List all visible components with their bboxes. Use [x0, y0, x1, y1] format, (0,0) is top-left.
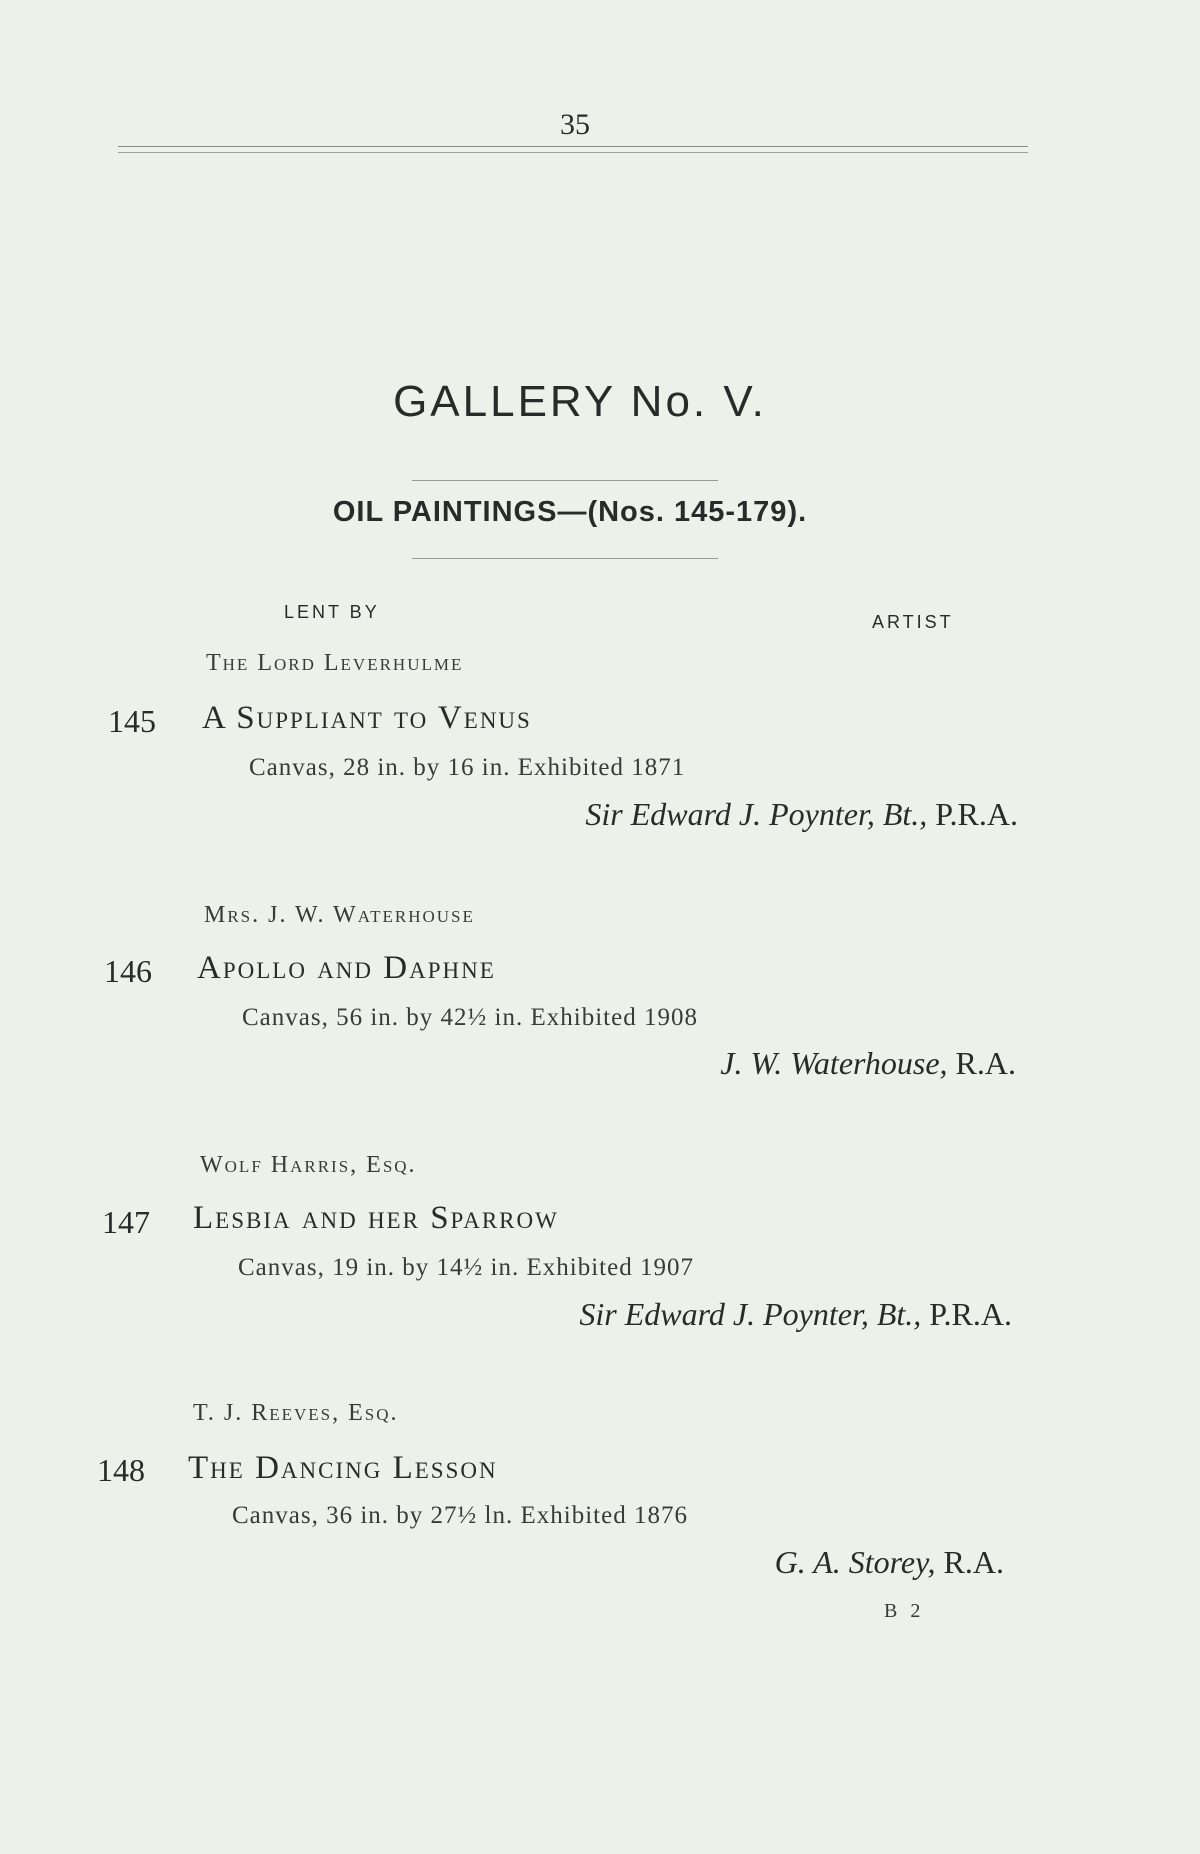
section-title: OIL PAINTINGS—(Nos. 145-179). [332, 496, 808, 528]
header-rule-bottom [118, 152, 1028, 153]
artist-heading: ARTIST [872, 612, 954, 632]
page-number: 35 [560, 108, 590, 141]
painting-details: Canvas, 36 in. by 27½ ln. Exhibited 1876 [232, 1502, 688, 1529]
artist-name: Sir Edward J. Poynter, Bt., [579, 1296, 922, 1332]
header-rule-top [118, 146, 1028, 147]
catalogue-number: 148 [97, 1452, 145, 1488]
artist-credit [579, 1296, 1012, 1333]
painting-details: Canvas, 19 in. by 14½ in. Exhibited 1907 [238, 1254, 694, 1281]
artist-suffix: P.R.A. [935, 796, 1018, 832]
title-rule-top [412, 480, 718, 481]
artist-suffix: P.R.A. [929, 1296, 1012, 1332]
lender: T. J. Reeves, Esq. [193, 1400, 399, 1426]
painting-details: Canvas, 28 in. by 16 in. Exhibited 1871 [249, 754, 686, 781]
title-rule-bottom [412, 558, 718, 559]
lender: Mrs. J. W. Waterhouse [204, 902, 475, 928]
artist-suffix: R.A. [955, 1045, 1016, 1081]
lent-by-heading: LENT BY [284, 602, 380, 622]
artist-credit [775, 1544, 1004, 1581]
artist-credit [720, 1045, 1016, 1082]
painting-title: Apollo and Daphne [197, 950, 496, 986]
artist-name: Sir Edward J. Poynter, Bt., [585, 796, 928, 832]
catalogue-number: 147 [102, 1204, 150, 1240]
painting-title: A Suppliant to Venus [202, 700, 532, 736]
catalogue-number: 146 [104, 953, 152, 989]
painting-details: Canvas, 56 in. by 42½ in. Exhibited 1908 [242, 1004, 698, 1031]
signature-mark: B 2 [884, 1600, 925, 1622]
catalogue-number: 145 [108, 703, 156, 739]
artist-name: J. W. Waterhouse, [720, 1045, 948, 1081]
artist-credit [585, 796, 1018, 833]
artist-suffix: R.A. [943, 1544, 1004, 1580]
painting-title: The Dancing Lesson [188, 1450, 498, 1486]
lender: Wolf Harris, Esq. [200, 1152, 417, 1178]
painting-title: Lesbia and her Sparrow [193, 1200, 559, 1236]
artist-name: G. A. Storey, [774, 1544, 936, 1580]
gallery-title: GALLERY No. V. [393, 377, 767, 426]
lender: The Lord Leverhulme [206, 650, 464, 676]
